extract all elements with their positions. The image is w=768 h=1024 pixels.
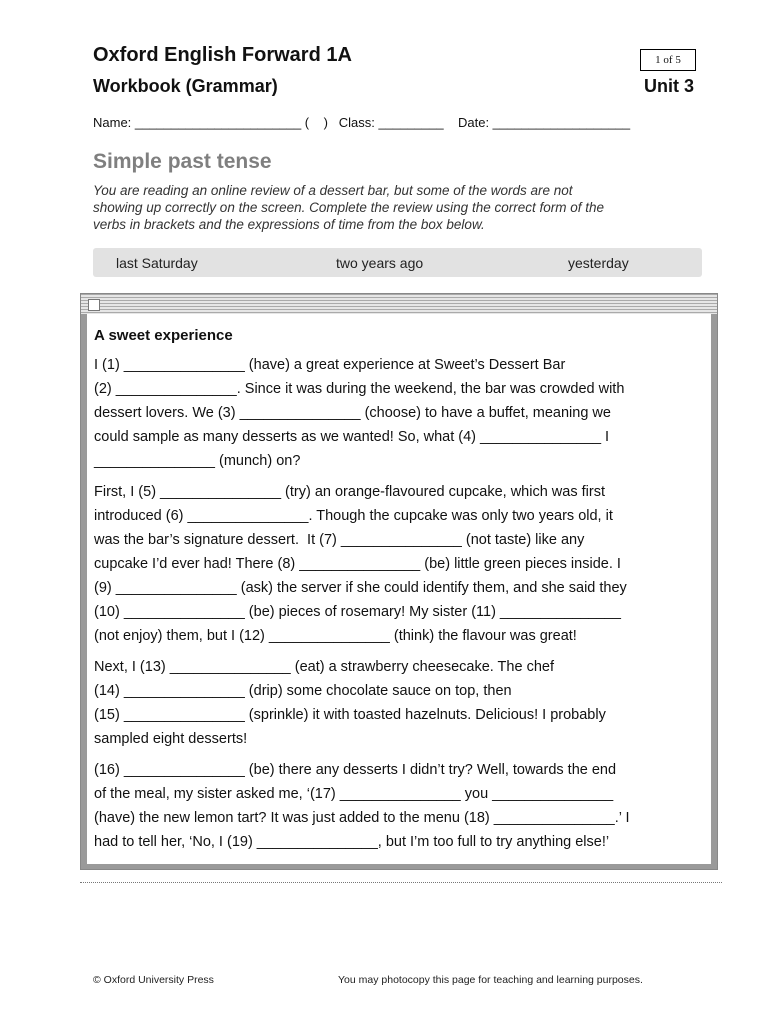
window-square-icon (88, 299, 100, 311)
word-box-item: yesterday (568, 255, 629, 271)
student-info-line: Name: _______________________ ( ) Class: _________ Date: ___________________ (93, 115, 631, 130)
review-line: of the meal, my sister asked me, ‘(17) _______________ you _______________ (94, 786, 614, 802)
review-paragraph (94, 480, 704, 648)
review-content (87, 314, 711, 864)
review-line: had to tell her, ‘No, I (19) _______________, but I’m too full to try anything else!’ (94, 834, 610, 850)
window-title-bar (81, 294, 717, 314)
review-line: Next, I (13) _______________ (eat) a strawberry cheesecake. The chef (94, 659, 554, 675)
review-line: (not enjoy) them, but I (12) _______________ (think) the flavour was great! (94, 628, 577, 644)
review-line: (15) _______________ (sprinkle) it with toasted hazelnuts. Delicious! I probably (94, 707, 606, 723)
review-line: sampled eight desserts! (94, 731, 248, 747)
instruction-line: verbs in brackets and the expressions of time from the box below. (93, 217, 485, 232)
footer-note: You may photocopy this page for teaching and learning purposes. (338, 974, 643, 986)
instruction-line: You are reading an online review of a dessert bar, but some of the words are not (93, 183, 573, 198)
review-line: (9) _______________ (ask) the server if she could identify them, and she said they (94, 580, 627, 596)
unit-label: Unit 3 (644, 76, 695, 96)
review-line: First, I (5) _______________ (try) an orange-flavoured cupcake, which was first (94, 484, 605, 500)
review-line: (16) _______________ (be) there any desserts I didn’t try? Well, towards the end (94, 762, 617, 778)
word-box-item: last Saturday (116, 255, 198, 271)
review-line: was the bar’s signature dessert. It (7) _______________ (not taste) like any (94, 532, 585, 548)
footer-copyright: © Oxford University Press (93, 974, 214, 986)
review-paragraph (94, 758, 704, 854)
section-title: Simple past tense (93, 150, 272, 173)
review-line: (14) _______________ (drip) some chocolate sauce on top, then (94, 683, 512, 699)
instruction-line: showing up correctly on the screen. Complete the review using the correct form of the (93, 200, 604, 215)
review-paragraph (94, 353, 704, 473)
word-box-item: two years ago (336, 255, 424, 271)
workbook-subtitle: Workbook (Grammar) (93, 76, 278, 96)
workbook-title: Oxford English Forward 1A (93, 44, 352, 66)
review-paragraph (94, 655, 704, 751)
review-title: A sweet experience (94, 327, 233, 344)
review-window (80, 293, 718, 870)
page-indicator: 1 of 5 (640, 49, 696, 71)
review-line: (have) the new lemon tart? It was just added to the menu (18) _______________.’ I (94, 810, 630, 826)
review-line: I (1) _______________ (have) a great experience at Sweet’s Dessert Bar (94, 357, 566, 373)
instructions (93, 182, 693, 233)
review-line: dessert lovers. We (3) _______________ (choose) to have a buffet, meaning we (94, 405, 611, 421)
review-line: introduced (6) _______________. Though the cupcake was only two years old, it (94, 508, 613, 524)
review-line: could sample as many desserts as we wanted! So, what (4) _______________ I (94, 429, 610, 445)
divider (80, 882, 722, 883)
word-box (93, 248, 702, 277)
review-line: (10) _______________ (be) pieces of rosemary! My sister (11) _______________ (94, 604, 621, 620)
review-line: (2) _______________. Since it was during the weekend, the bar was crowded with (94, 381, 625, 397)
review-line: cupcake I’d ever had! There (8) _______________ (be) little green pieces inside. I (94, 556, 621, 572)
review-line: _______________ (munch) on? (94, 453, 301, 469)
